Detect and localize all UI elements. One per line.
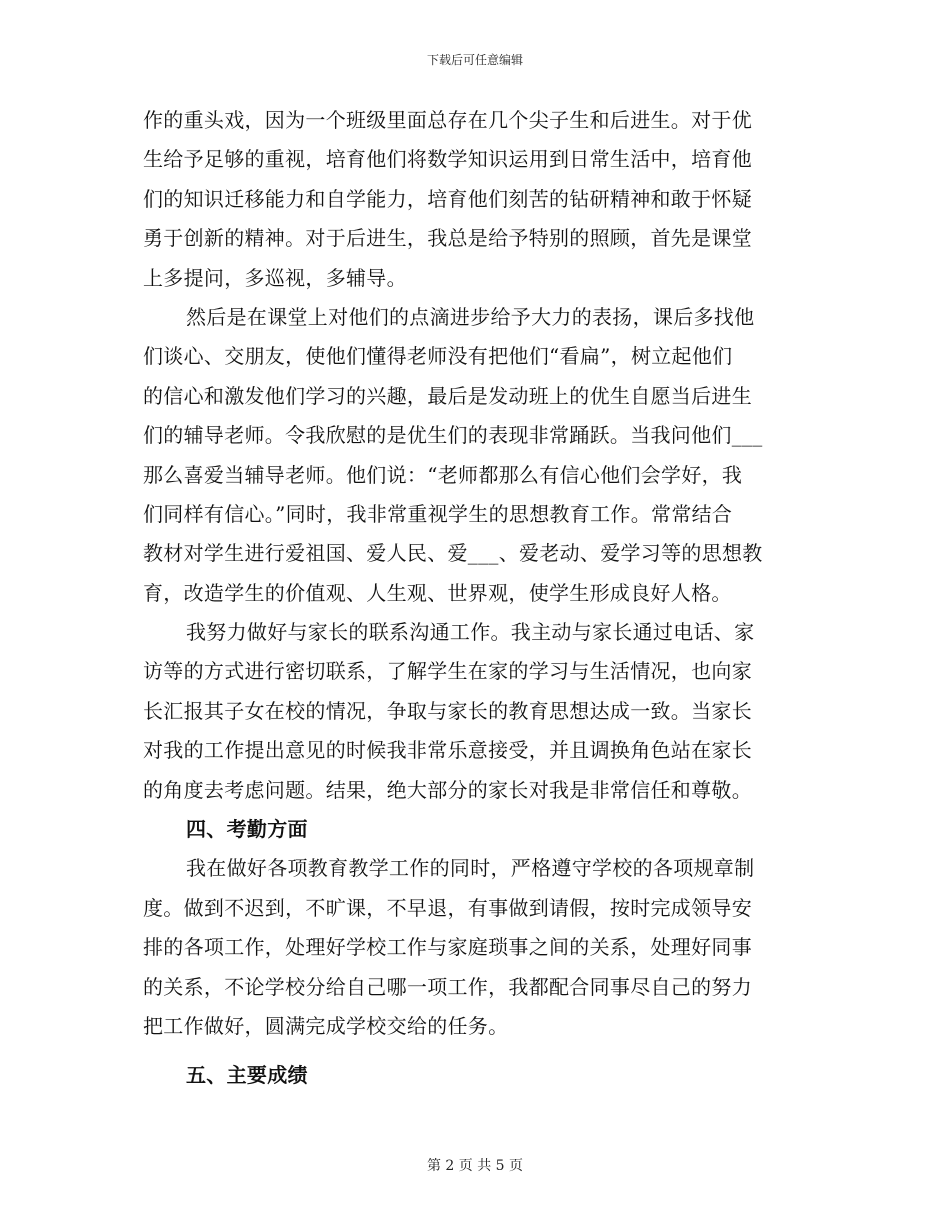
section-heading-achievements: 五、主要成绩 xyxy=(186,1063,308,1088)
text-line: 那么喜爱当辅导老师。他们说：“老师都那么有信心他们会学好，我 xyxy=(143,462,743,487)
text-line: 育，改造学生的价值观、人生观、世界观，使学生形成良好人格。 xyxy=(143,580,732,605)
section-heading-attendance: 四、考勤方面 xyxy=(186,817,308,842)
text-line: 们的知识迁移能力和自学能力，培育他们刻苦的钻研精神和敢于怀疑 xyxy=(143,186,752,211)
text-line: 教材对学生进行爱祖国、爱人民、爱___、爱老动、爱学习等的思想教 xyxy=(143,541,763,566)
text-line: 对我的工作提出意见的时候我非常乐意接受，并且调换角色站在家长 xyxy=(143,738,752,763)
text-line: 勇于创新的精神。对于后进生，我总是给予特别的照顾，首先是课堂 xyxy=(143,226,752,251)
text-line: 度。做到不迟到，不旷课，不早退，有事做到请假，按时完成领导安 xyxy=(143,895,752,920)
text-line: 们同样有信心。”同时，我非常重视学生的思想教育工作。常常结合 xyxy=(143,501,733,526)
text-line: 们谈心、交朋友，使他们懂得老师没有把他们“看扁”，树立起他们 xyxy=(143,344,733,369)
text-line: 排的各项工作，处理好学校工作与家庭琐事之间的关系，处理好同事 xyxy=(143,935,752,960)
text-line: 把工作做好，圆满完成学校交给的任务。 xyxy=(143,1013,509,1038)
page-number: 第 2 页 共 5 页 xyxy=(426,1158,524,1174)
document-body xyxy=(143,101,807,1096)
paragraph-first-line: 我努力做好与家长的联系沟通工作。我主动与家长通过电话、家 xyxy=(186,620,755,645)
text-line: 生给予足够的重视，培育他们将数学知识运用到日常生活中，培育他 xyxy=(143,147,752,172)
text-line: 的关系，不论学校分给自己哪一项工作，我都配合同事尽自己的努力 xyxy=(143,974,752,999)
paragraph-first-line: 然后是在课堂上对他们的点滴进步给予大力的表扬，课后多找他 xyxy=(186,304,755,329)
page-header: 下载后可任意编辑 xyxy=(426,53,523,67)
text-line: 访等的方式进行密切联系，了解学生在家的学习与生活情况，也向家 xyxy=(143,659,752,684)
text-line: 上多提问，多巡视，多辅导。 xyxy=(143,265,407,290)
text-line: 的角度去考虑问题。结果，绝大部分的家长对我是非常信任和尊敬。 xyxy=(143,777,752,802)
text-line: 的信心和激发他们学习的兴趣，最后是发动班上的优生自愿当后进生 xyxy=(143,383,752,408)
paragraph-first-line: 我在做好各项教育教学工作的同时，严格遵守学校的各项规章制 xyxy=(186,856,755,881)
text-line: 长汇报其子女在校的情况，争取与家长的教育思想达成一致。当家长 xyxy=(143,698,752,723)
text-line: 们的辅导老师。令我欣慰的是优生们的表现非常踊跃。当我问他们___ xyxy=(143,423,763,448)
text-line: 作的重头戏，因为一个班级里面总存在几个尖子生和后进生。对于优 xyxy=(143,108,752,132)
